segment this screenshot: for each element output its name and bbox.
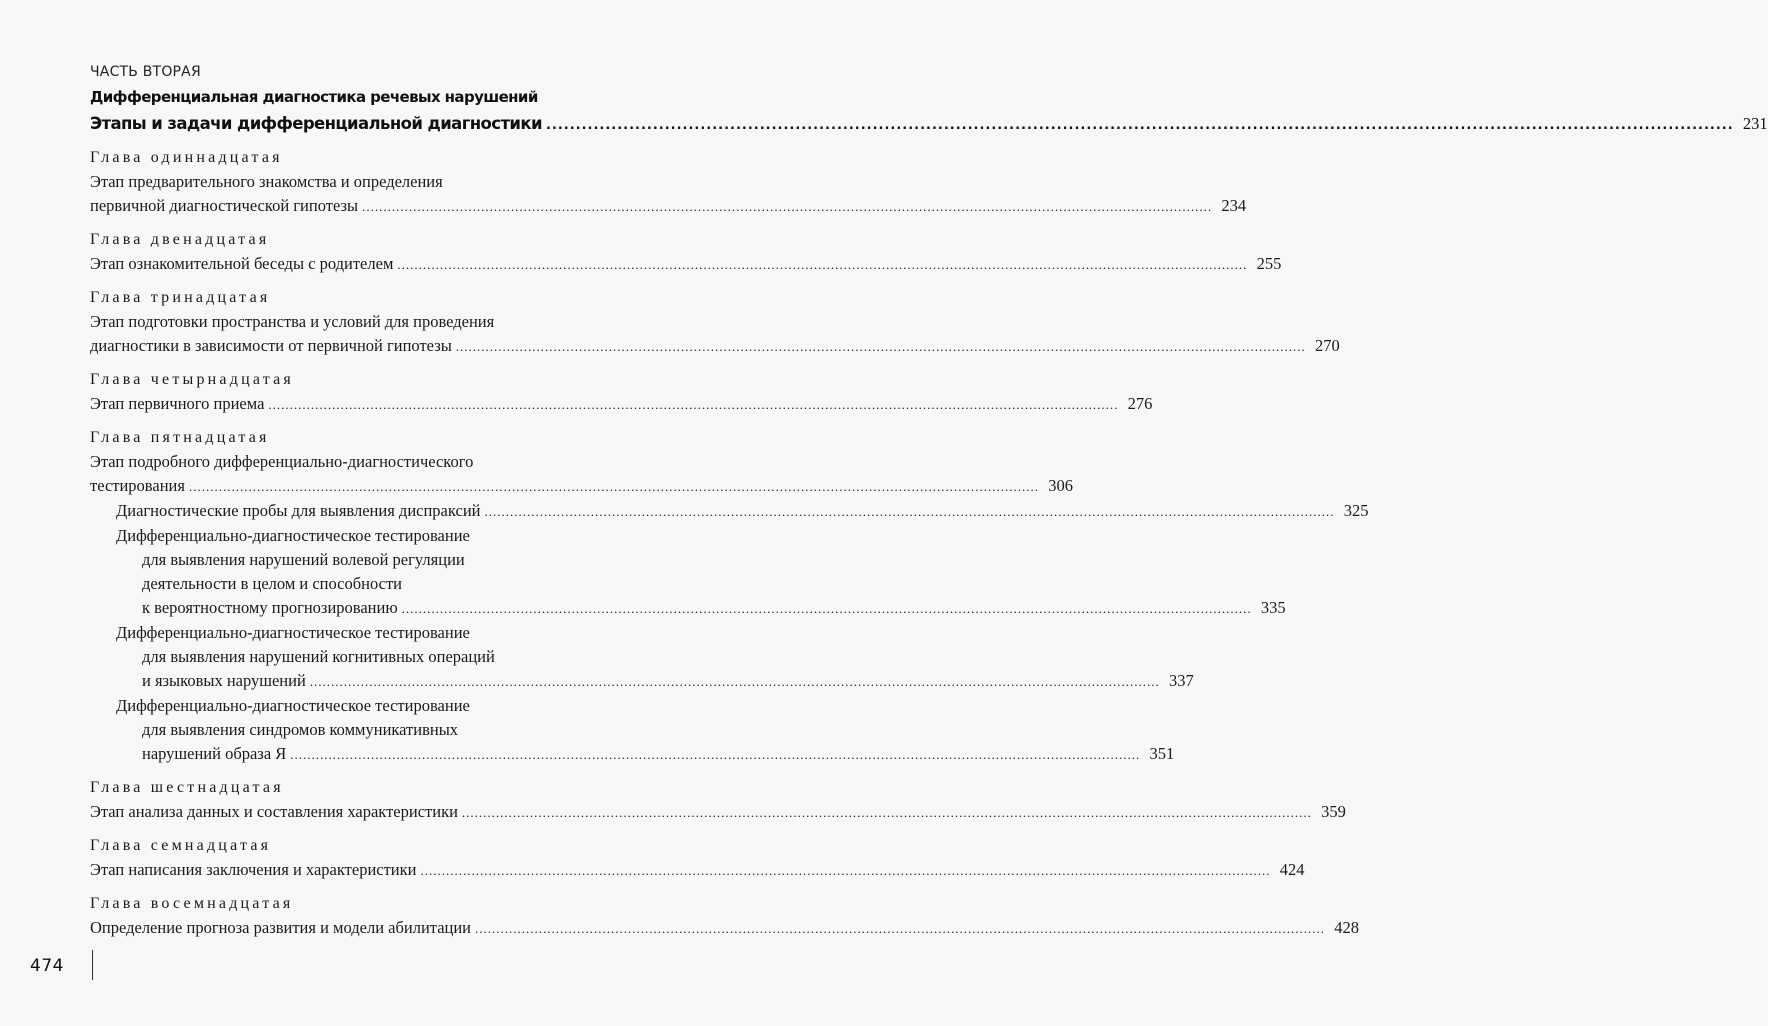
chapter-block bbox=[90, 228, 1282, 277]
leader-dots: ........................................................................................................................................................................................................ bbox=[484, 504, 1335, 519]
entry-text: Диагностические пробы для выявления диспраксий bbox=[116, 501, 481, 520]
toc-entry-line bbox=[90, 170, 612, 194]
leader-dots: ........................................................................................................................................................................................................ bbox=[268, 397, 1119, 412]
chapter-heading: Глава тринадцатая bbox=[90, 289, 271, 306]
toc-entry-line bbox=[90, 596, 1286, 621]
leader-dots: ........................................................................................................................................................................................................ bbox=[309, 674, 1160, 689]
chapter-heading: Глава пятнадцатая bbox=[90, 429, 270, 446]
entry-text: Определение прогноза развития и модели абилитации bbox=[90, 918, 472, 937]
entry-text: нарушений образа Я bbox=[142, 744, 287, 763]
entry-text: Этап подготовки пространства и условий для проведения bbox=[90, 312, 495, 331]
leader-dots: ........................................................................................................................................................................................................ bbox=[401, 601, 1252, 616]
chapter-block bbox=[90, 146, 1247, 219]
chapter-block bbox=[90, 776, 1346, 825]
leader-dots: ........................................................................................................................................................................................................ bbox=[455, 339, 1306, 354]
entry-text: для выявления нарушений когнитивных операций bbox=[142, 647, 495, 666]
leader-dots: ........................................................................................................................................................................................................ bbox=[397, 257, 1248, 272]
chapter-heading: Глава четырнадцатая bbox=[90, 371, 294, 388]
toc-entry-line bbox=[90, 474, 1073, 499]
toc-entry-line bbox=[90, 800, 1346, 825]
toc-entry-line bbox=[90, 310, 612, 334]
chapter-heading: Глава двенадцатая bbox=[90, 231, 270, 248]
chapter-block bbox=[90, 426, 1369, 767]
entry-page-number: 335 bbox=[1260, 598, 1286, 617]
table-of-contents bbox=[90, 146, 1369, 950]
leader-dots: ........................................................................................................................................................................................................ bbox=[362, 199, 1213, 214]
chapter-heading: Глава семнадцатая bbox=[90, 837, 272, 854]
toc-entry-line bbox=[90, 450, 612, 474]
leader-dots: ........................................................................................................................................................................................................ bbox=[188, 479, 1039, 494]
chapter-block bbox=[90, 368, 1153, 417]
folio-divider bbox=[92, 950, 93, 980]
entry-page-number: 231 bbox=[1742, 114, 1768, 133]
entry-text: Этап написания заключения и характеристики bbox=[90, 860, 417, 879]
entry-text: Этап первичного приема bbox=[90, 394, 265, 413]
toc-entry-line bbox=[90, 334, 1340, 359]
toc-entry-line bbox=[90, 548, 612, 572]
chapter-heading: Глава шестнадцатая bbox=[90, 779, 284, 796]
toc-entry-line bbox=[90, 572, 612, 596]
part-label: ЧАСТЬ ВТОРАЯ bbox=[90, 64, 201, 80]
entry-page-number: 325 bbox=[1343, 501, 1369, 520]
entry-text: Этап анализа данных и составления характеристики bbox=[90, 802, 458, 821]
entry-page-number: 255 bbox=[1256, 254, 1282, 273]
entry-text: к вероятностному прогнозированию bbox=[142, 598, 398, 617]
toc-entry-line bbox=[90, 392, 1153, 417]
entry-text: Этапы и задачи дифференциальной диагностики bbox=[90, 114, 542, 133]
entry-text: Дифференциально-диагностическое тестирование bbox=[116, 623, 470, 642]
entry-page-number: 270 bbox=[1315, 336, 1340, 355]
entry-page-number: 306 bbox=[1048, 476, 1073, 495]
toc-entry-line bbox=[90, 858, 1305, 883]
toc-entry-line bbox=[90, 742, 1175, 767]
page-number: 474 bbox=[30, 956, 64, 976]
entry-page-number: 234 bbox=[1221, 196, 1247, 215]
toc-entry-line bbox=[90, 669, 1194, 694]
entry-page-number: 337 bbox=[1169, 671, 1194, 690]
entry-text: тестирования bbox=[90, 476, 185, 495]
chapter-block bbox=[90, 286, 1340, 359]
entry-page-number: 428 bbox=[1334, 918, 1360, 937]
entry-page-number: 276 bbox=[1127, 394, 1153, 413]
toc-entry-line bbox=[90, 645, 612, 669]
toc-entry-line bbox=[90, 621, 612, 645]
entry-text: и языковых нарушений bbox=[142, 671, 306, 690]
toc-entry-line bbox=[90, 524, 612, 548]
entry-page-number: 351 bbox=[1149, 744, 1175, 763]
entry-text: Дифференциально-диагностическое тестирование bbox=[116, 526, 470, 545]
chapter-heading: Глава восемнадцатая bbox=[90, 895, 294, 912]
entry-text: деятельности в целом и способности bbox=[142, 574, 402, 593]
entry-text: первичной диагностической гипотезы bbox=[90, 196, 359, 215]
entry-text: диагностики в зависимости от первичной гипотезы bbox=[90, 336, 452, 355]
entry-text: для выявления нарушений волевой регуляции bbox=[142, 550, 465, 569]
leader-dots: ........................................................................................................................................................................................................ bbox=[290, 747, 1141, 762]
entry-text: Дифференциально-диагностическое тестирование bbox=[116, 696, 470, 715]
chapter-block bbox=[90, 892, 1360, 941]
leader-dots: ........................................................................................................................................................................................................ bbox=[461, 805, 1312, 820]
toc-entry-line bbox=[90, 718, 612, 742]
entry-text: Этап подробного дифференциально-диагностического bbox=[90, 452, 474, 471]
leader-dots: ........................................................................................................................................................................................................ bbox=[420, 863, 1271, 878]
entry-page-number: 424 bbox=[1279, 860, 1305, 879]
leader-dots: ........................................................................................................................................................................................................ bbox=[475, 921, 1326, 936]
entry-text: для выявления синдромов коммуникативных bbox=[142, 720, 459, 739]
part-title: Дифференциальная диагностика речевых нарушений bbox=[90, 88, 538, 106]
toc-entry-line bbox=[90, 694, 612, 718]
entry-text: Этап предварительного знакомства и определения bbox=[90, 172, 443, 191]
toc-entry-line bbox=[90, 194, 1247, 219]
entry-page-number: 359 bbox=[1321, 802, 1346, 821]
chapter-block bbox=[90, 834, 1305, 883]
toc-entry-line bbox=[90, 252, 1282, 277]
leader-dots: ........................................................................................................................................................................................................ bbox=[545, 118, 1734, 133]
part-subtitle-entry bbox=[90, 112, 1768, 138]
entry-text: Этап ознакомительной беседы с родителем bbox=[90, 254, 394, 273]
chapter-heading: Глава одиннадцатая bbox=[90, 149, 283, 166]
toc-entry-line bbox=[90, 916, 1360, 941]
toc-entry-line bbox=[90, 499, 1369, 524]
